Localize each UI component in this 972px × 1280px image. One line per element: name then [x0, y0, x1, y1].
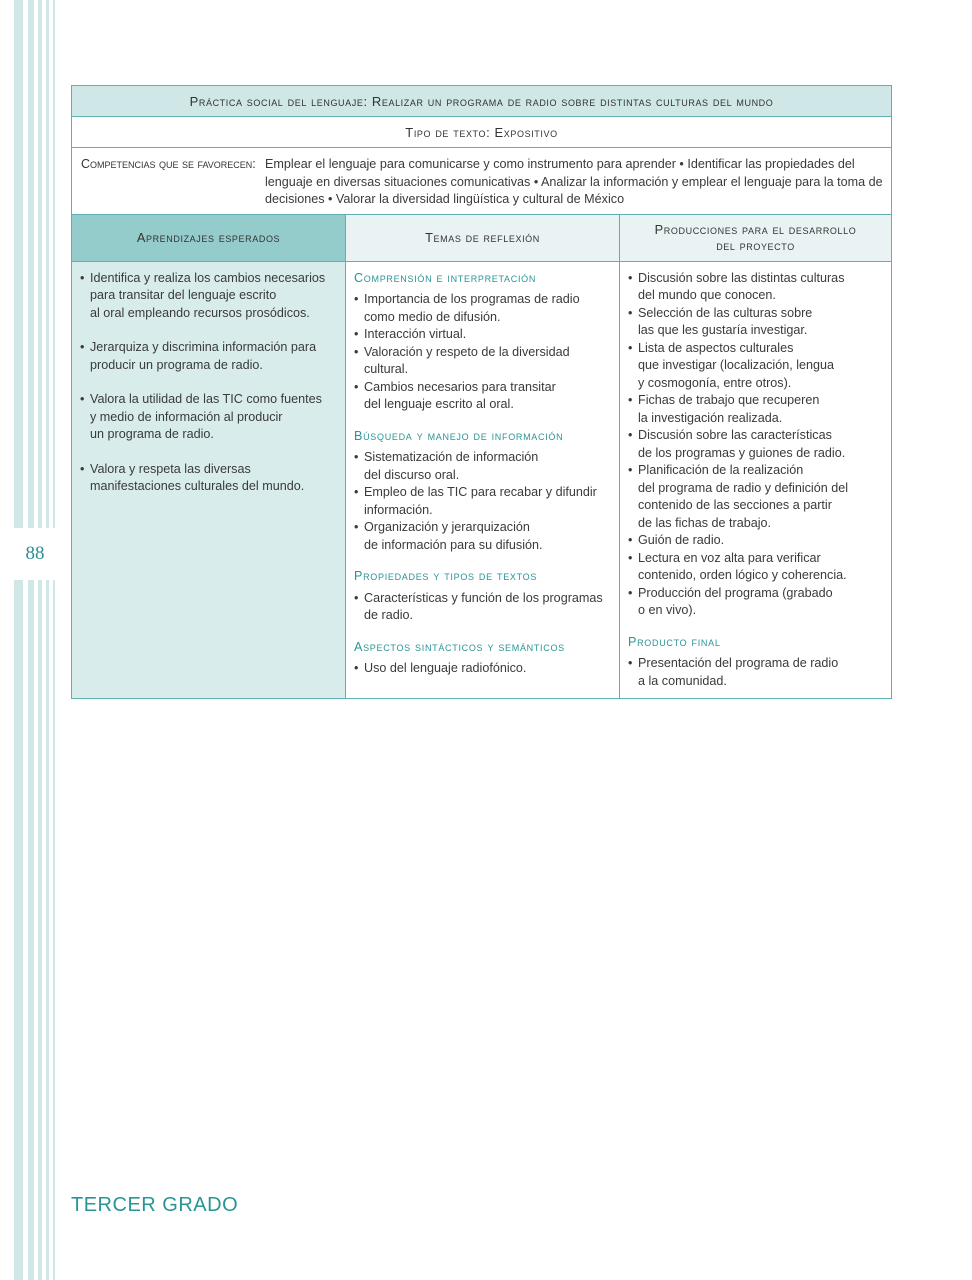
- page-number: 88: [14, 528, 56, 580]
- section-title: Comprensión e interpretación: [354, 270, 537, 285]
- producciones-list: [628, 270, 883, 620]
- list-item: • Empleo de las TIC para recabar y difundir información.: [354, 484, 611, 519]
- list-item: • Guión de radio.: [628, 532, 883, 550]
- competencies-text: Emplear el lenguaje para comunicarse y como instrumento para aprender • Identificar las propiedades del lenguaje en diversas situaciones comunicativas • Analizar la información y emplear el lenguaje para la toma de decisiones • Valorar la diversidad lingüística y cultural de México: [265, 157, 883, 206]
- list-item: • Lectura en voz alta para verificar contenido, orden lógico y coherencia.: [628, 550, 883, 585]
- practice-title: Práctica social del lenguaje: Realizar un programa de radio sobre distintas culturas del mundo: [72, 86, 891, 117]
- aprendizajes-list: [80, 270, 337, 496]
- section-title: Propiedades y tipos de textos: [354, 569, 538, 583]
- producciones-column: [619, 262, 891, 698]
- list-item: • Características y función de los programas de radio.: [354, 590, 611, 625]
- list-item: • Sistematización de información del discurso oral.: [354, 449, 611, 484]
- table-body: [72, 262, 891, 698]
- producto-final-list: [628, 655, 883, 690]
- list-item: • Planificación de la realización del programa de radio y definición del contenido de las secciones a partir de las fichas de trabajo.: [628, 462, 883, 532]
- temas-list: [354, 590, 611, 625]
- header-producciones: Producciones para el desarrollo del proyecto: [619, 215, 891, 261]
- temas-list: [354, 449, 611, 554]
- grade-footer: TERCER GRADO: [71, 1194, 239, 1216]
- curriculum-table: [71, 85, 892, 699]
- list-item: • Organización y jerarquización de información para su difusión.: [354, 519, 611, 554]
- list-item: • Lista de aspectos culturales que investigar (localización, lengua y cosmogonía, entre otros).: [628, 340, 883, 393]
- competencies-label: Competencias que se favorecen:: [81, 157, 256, 171]
- list-item: • Discusión sobre las características de los programas y guiones de radio.: [628, 427, 883, 462]
- list-item: • Selección de las culturas sobre las que les gustaría investigar.: [628, 305, 883, 340]
- list-item: • Presentación del programa de radio a la comunidad.: [628, 655, 883, 690]
- list-item: • Valora la utilidad de las TIC como fuentes y medio de información al producir un programa de radio.: [80, 391, 337, 444]
- aprendizajes-column: [72, 262, 345, 698]
- temas-list: [354, 660, 611, 678]
- temas-list: [354, 291, 611, 414]
- list-item: • Uso del lenguaje radiofónico.: [354, 660, 611, 678]
- text-type: Tipo de texto: Expositivo: [72, 117, 891, 148]
- section-title: Producto final: [628, 634, 721, 649]
- header-temas: Temas de reflexión: [345, 215, 619, 261]
- header-aprendizajes: Aprendizajes esperados: [72, 215, 345, 261]
- list-item: • Cambios necesarios para transitar del lenguaje escrito al oral.: [354, 379, 611, 414]
- list-item: • Valora y respeta las diversas manifestaciones culturales del mundo.: [80, 461, 337, 496]
- decorative-stripes: [0, 0, 60, 1280]
- list-item: • Producción del programa (grabado o en vivo).: [628, 585, 883, 620]
- column-headers: [72, 215, 891, 262]
- list-item: • Importancia de los programas de radio como medio de difusión.: [354, 291, 611, 326]
- temas-column: [345, 262, 619, 698]
- section-title: Aspectos sintácticos y semánticos: [354, 639, 565, 654]
- list-item: • Discusión sobre las distintas culturas del mundo que conocen.: [628, 270, 883, 305]
- section-title: Búsqueda y manejo de información: [354, 428, 564, 443]
- list-item: • Jerarquiza y discrimina información para producir un programa de radio.: [80, 339, 337, 374]
- list-item: • Interacción virtual.: [354, 326, 611, 344]
- competencies-row: [72, 148, 891, 215]
- list-item: • Identifica y realiza los cambios necesarios para transitar del lenguaje escrito al oral empleando recursos prosódicos.: [80, 270, 337, 323]
- list-item: • Valoración y respeto de la diversidad cultural.: [354, 344, 611, 379]
- list-item: • Fichas de trabajo que recuperen la investigación realizada.: [628, 392, 883, 427]
